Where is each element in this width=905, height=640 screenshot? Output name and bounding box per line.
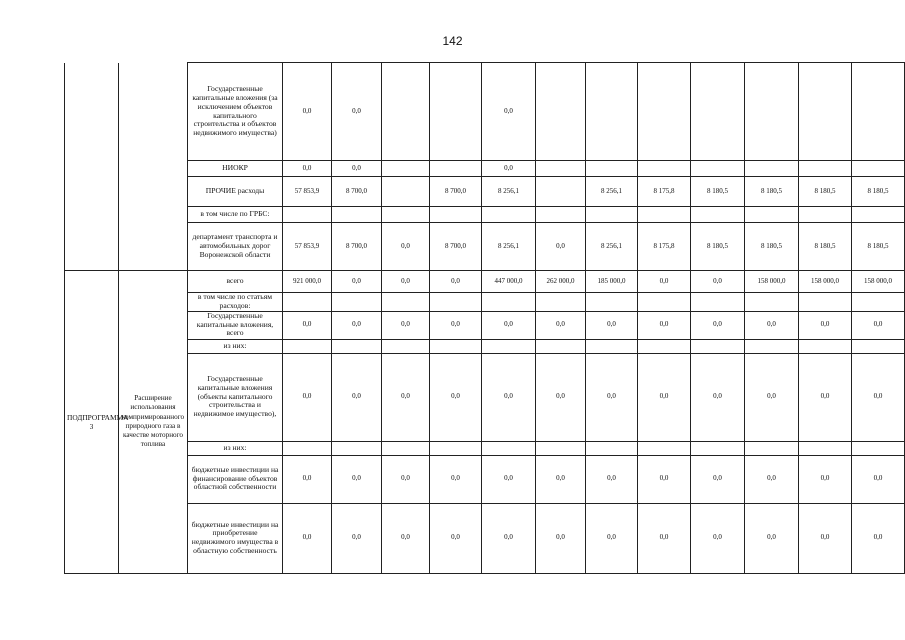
value-cell: 158 000,0 (745, 271, 799, 293)
table-row (65, 441, 905, 455)
value-cell: 447 000,0 (482, 271, 536, 293)
value-cell: 0,0 (482, 63, 536, 161)
value-cell (691, 161, 745, 177)
value-cell: 0,0 (536, 223, 586, 271)
value-cell: 262 000,0 (536, 271, 586, 293)
value-cell: 0,0 (332, 311, 382, 339)
value-cell (382, 339, 430, 353)
value-cell: 8 180,5 (691, 177, 745, 207)
value-cell: 0,0 (382, 223, 430, 271)
value-cell: 0,0 (482, 503, 536, 573)
value-cell: 0,0 (283, 455, 332, 503)
value-cell: 0,0 (332, 271, 382, 293)
value-cell (536, 161, 586, 177)
value-cell: 0,0 (382, 455, 430, 503)
value-cell: 0,0 (691, 271, 745, 293)
value-cell: 0,0 (745, 311, 799, 339)
table-row (65, 311, 905, 339)
value-cell (852, 207, 905, 223)
value-cell (691, 63, 745, 161)
page-number: 142 (442, 34, 463, 48)
value-cell (638, 207, 691, 223)
value-cell (852, 339, 905, 353)
value-cell: 0,0 (536, 311, 586, 339)
value-cell (691, 293, 745, 312)
value-cell (799, 293, 852, 312)
value-cell: 57 853,9 (283, 223, 332, 271)
value-cell: 8 175,8 (638, 223, 691, 271)
value-cell (482, 293, 536, 312)
value-cell (691, 441, 745, 455)
value-cell: 8 180,5 (691, 223, 745, 271)
value-cell (638, 293, 691, 312)
value-cell: 0,0 (536, 353, 586, 441)
value-cell: 0,0 (638, 503, 691, 573)
value-cell: 0,0 (482, 353, 536, 441)
value-cell (799, 339, 852, 353)
value-cell: 0,0 (745, 353, 799, 441)
value-cell: 0,0 (332, 455, 382, 503)
value-cell: 0,0 (283, 503, 332, 573)
value-cell (586, 207, 638, 223)
value-cell: 8 700,0 (430, 223, 482, 271)
value-cell (536, 441, 586, 455)
value-cell: 0,0 (283, 63, 332, 161)
value-cell (482, 339, 536, 353)
value-cell: 8 180,5 (799, 177, 852, 207)
value-cell: 0,0 (332, 353, 382, 441)
subprogram-code-cell: ПОДПРОГРАММА 3 (65, 271, 119, 574)
row-label: из них: (188, 339, 283, 353)
value-cell: 0,0 (430, 455, 482, 503)
value-cell: 0,0 (638, 311, 691, 339)
value-cell (430, 63, 482, 161)
value-cell (536, 63, 586, 161)
value-cell: 8 700,0 (332, 177, 382, 207)
table-row (65, 503, 905, 573)
value-cell (691, 339, 745, 353)
value-cell (586, 63, 638, 161)
value-cell (430, 161, 482, 177)
value-cell: 0,0 (691, 503, 745, 573)
value-cell: 0,0 (430, 353, 482, 441)
value-cell: 0,0 (430, 311, 482, 339)
value-cell: 57 853,9 (283, 177, 332, 207)
value-cell: 0,0 (852, 455, 905, 503)
value-cell: 0,0 (799, 311, 852, 339)
row-label: бюджетные инвестиции на финансирование объектов областной собственности (188, 455, 283, 503)
value-cell: 0,0 (482, 311, 536, 339)
row-label: в том числе по статьям расходов: (188, 293, 283, 312)
value-cell: 8 700,0 (332, 223, 382, 271)
value-cell: 0,0 (799, 455, 852, 503)
value-cell (852, 161, 905, 177)
value-cell (638, 441, 691, 455)
table-row (65, 161, 905, 177)
value-cell (536, 293, 586, 312)
value-cell: 8 180,5 (745, 223, 799, 271)
value-cell: 0,0 (638, 455, 691, 503)
value-cell (799, 63, 852, 161)
row-label: в том числе по ГРБС: (188, 207, 283, 223)
value-cell: 0,0 (799, 353, 852, 441)
value-cell (799, 207, 852, 223)
value-cell: 8 180,5 (799, 223, 852, 271)
value-cell: 0,0 (482, 161, 536, 177)
value-cell (745, 63, 799, 161)
value-cell (430, 441, 482, 455)
table-row (65, 339, 905, 353)
value-cell: 8 256,1 (482, 223, 536, 271)
value-cell: 0,0 (691, 353, 745, 441)
row-label: департамент транспорта и автомобильных дорог Воронежской области (188, 223, 283, 271)
table-row (65, 207, 905, 223)
value-cell (852, 293, 905, 312)
value-cell (799, 161, 852, 177)
value-cell: 0,0 (852, 353, 905, 441)
value-cell: 0,0 (283, 353, 332, 441)
subprogram-name-cell: Расширение использования компримированного природного газа в качестве моторного топлива (119, 271, 188, 574)
value-cell: 8 175,8 (638, 177, 691, 207)
value-cell: 0,0 (332, 503, 382, 573)
row-label: Государственные капитальные вложения (за исключением объектов капитального строительства и объектов недвижимого имущества) (188, 63, 283, 161)
table-row (65, 223, 905, 271)
value-cell (638, 63, 691, 161)
table-row (65, 293, 905, 312)
value-cell: 0,0 (745, 455, 799, 503)
row-label: из них: (188, 441, 283, 455)
value-cell (382, 441, 430, 455)
value-cell (536, 177, 586, 207)
value-cell: 0,0 (638, 353, 691, 441)
value-cell: 158 000,0 (852, 271, 905, 293)
value-cell (382, 161, 430, 177)
value-cell: 0,0 (382, 271, 430, 293)
value-cell (586, 339, 638, 353)
value-cell (536, 207, 586, 223)
value-cell: 0,0 (586, 353, 638, 441)
value-cell: 0,0 (852, 311, 905, 339)
row-label: Государственные капитальные вложения, всего (188, 311, 283, 339)
value-cell: 0,0 (332, 63, 382, 161)
value-cell (283, 339, 332, 353)
table-row (65, 177, 905, 207)
value-cell (382, 293, 430, 312)
value-cell: 0,0 (586, 455, 638, 503)
value-cell: 8 180,5 (852, 177, 905, 207)
value-cell (382, 177, 430, 207)
value-cell (430, 293, 482, 312)
value-cell: 8 256,1 (482, 177, 536, 207)
value-cell (482, 207, 536, 223)
value-cell (586, 293, 638, 312)
value-cell (382, 207, 430, 223)
value-cell: 921 000,0 (283, 271, 332, 293)
budget-table (64, 62, 905, 574)
value-cell (332, 441, 382, 455)
value-cell: 185 000,0 (586, 271, 638, 293)
row-label: всего (188, 271, 283, 293)
row-label: Государственные капитальные вложения (объекты капитального строительства и недвижимое имущество), (188, 353, 283, 441)
value-cell: 8 256,1 (586, 223, 638, 271)
value-cell (430, 339, 482, 353)
value-cell (745, 207, 799, 223)
value-cell (536, 339, 586, 353)
value-cell: 8 700,0 (430, 177, 482, 207)
value-cell (745, 161, 799, 177)
value-cell: 0,0 (382, 353, 430, 441)
row-label: бюджетные инвестиции на приобретение недвижимого имущества в областную собственность (188, 503, 283, 573)
subprogram-code-cell-continued (65, 63, 119, 271)
value-cell: 0,0 (430, 271, 482, 293)
value-cell (283, 293, 332, 312)
value-cell (852, 63, 905, 161)
value-cell (586, 161, 638, 177)
row-label: НИОКР (188, 161, 283, 177)
value-cell: 0,0 (536, 455, 586, 503)
value-cell: 0,0 (691, 311, 745, 339)
value-cell: 0,0 (638, 271, 691, 293)
value-cell (332, 207, 382, 223)
subprogram-name-cell-continued (119, 63, 188, 271)
value-cell: 0,0 (283, 311, 332, 339)
value-cell: 8 180,5 (852, 223, 905, 271)
value-cell: 0,0 (586, 503, 638, 573)
value-cell (638, 339, 691, 353)
value-cell (332, 293, 382, 312)
value-cell: 0,0 (382, 311, 430, 339)
value-cell (799, 441, 852, 455)
value-cell: 0,0 (745, 503, 799, 573)
value-cell (638, 161, 691, 177)
value-cell (852, 441, 905, 455)
value-cell (586, 441, 638, 455)
value-cell (283, 207, 332, 223)
table-row (65, 271, 905, 293)
value-cell: 158 000,0 (799, 271, 852, 293)
value-cell: 8 180,5 (745, 177, 799, 207)
value-cell (745, 441, 799, 455)
value-cell (430, 207, 482, 223)
value-cell (691, 207, 745, 223)
table-row (65, 63, 905, 161)
value-cell: 0,0 (799, 503, 852, 573)
value-cell: 0,0 (586, 311, 638, 339)
value-cell: 0,0 (283, 161, 332, 177)
value-cell: 0,0 (382, 503, 430, 573)
value-cell: 8 256,1 (586, 177, 638, 207)
table-row (65, 455, 905, 503)
value-cell: 0,0 (332, 161, 382, 177)
value-cell: 0,0 (852, 503, 905, 573)
value-cell (745, 293, 799, 312)
value-cell (382, 63, 430, 161)
value-cell: 0,0 (482, 455, 536, 503)
row-label: ПРОЧИЕ расходы (188, 177, 283, 207)
value-cell: 0,0 (536, 503, 586, 573)
value-cell (332, 339, 382, 353)
value-cell (745, 339, 799, 353)
value-cell: 0,0 (691, 455, 745, 503)
value-cell (283, 441, 332, 455)
table-row (65, 353, 905, 441)
value-cell (482, 441, 536, 455)
value-cell: 0,0 (430, 503, 482, 573)
